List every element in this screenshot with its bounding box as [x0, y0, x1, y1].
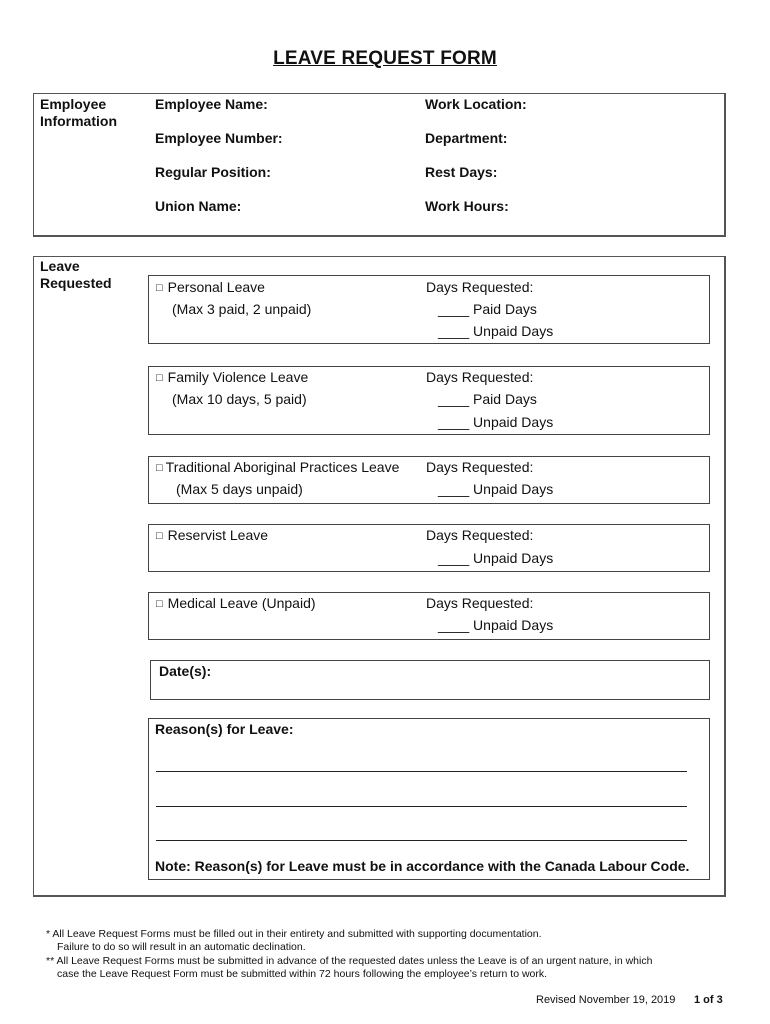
regular-position-field[interactable]: Regular Position:	[155, 164, 271, 180]
leave-option-traditional-aboriginal	[148, 456, 710, 504]
page-title: LEAVE REQUEST FORM	[273, 48, 497, 69]
personal-leave-checkbox[interactable]: □	[156, 282, 163, 294]
reservist-leave-label: Reservist Leave	[167, 527, 269, 543]
reservist-unpaid-days-blank[interactable]: ____	[438, 550, 470, 566]
personal-leave-label: Personal Leave	[167, 279, 265, 295]
employee-information-section	[33, 93, 726, 237]
department-field[interactable]: Department:	[425, 130, 508, 146]
reasons-note: Note: Reason(s) for Leave must be in accordance with the Canada Labour Code.	[155, 858, 690, 874]
reason-line-2[interactable]	[156, 806, 687, 807]
medical-unpaid-days-label: Unpaid Days	[473, 617, 554, 633]
employee-label-line1: Employee	[40, 96, 107, 112]
family-violence-paid-days-label: Paid Days	[473, 391, 537, 407]
traditional-unpaid-days-blank[interactable]: ____	[438, 481, 470, 497]
personal-unpaid-days-blank[interactable]: ____	[438, 323, 470, 339]
personal-paid-days-blank[interactable]: ____	[438, 301, 470, 317]
footnote-1-line-1: * All Leave Request Forms must be filled out in their entirety and submitted with supporting documentation.	[46, 928, 542, 940]
family-violence-leave-note: (Max 10 days, 5 paid)	[172, 391, 307, 407]
traditional-leave-label: Traditional Aboriginal Practices Leave	[165, 459, 400, 475]
work-location-field[interactable]: Work Location:	[425, 96, 527, 112]
reservist-unpaid-days-label: Unpaid Days	[473, 550, 554, 566]
family-violence-paid-days-blank[interactable]: ____	[438, 391, 470, 407]
page-number: 1 of 3	[694, 994, 723, 1006]
dates-field[interactable]	[150, 660, 710, 700]
family-violence-unpaid-days-label: Unpaid Days	[473, 414, 554, 430]
reason-line-1[interactable]	[156, 771, 687, 772]
reservist-days-requested-label: Days Requested:	[426, 527, 534, 543]
employee-label-line2: Information	[40, 113, 117, 129]
leave-label-line1: Leave	[40, 258, 80, 274]
traditional-leave-note: (Max 5 days unpaid)	[176, 481, 303, 497]
reasons-for-leave-box	[148, 718, 710, 880]
family-violence-days-requested-label: Days Requested:	[426, 369, 534, 385]
medical-leave-checkbox[interactable]: □	[156, 598, 163, 610]
personal-leave-note: (Max 3 paid, 2 unpaid)	[172, 301, 312, 317]
leave-option-medical	[148, 592, 710, 640]
family-violence-leave-label: Family Violence Leave	[167, 369, 309, 385]
employee-number-field[interactable]: Employee Number:	[155, 130, 283, 146]
footnote-1-line-2: Failure to do so will result in an automatic declination.	[57, 941, 306, 953]
revised-date: Revised November 19, 2019	[536, 994, 676, 1006]
medical-days-requested-label: Days Requested:	[426, 595, 534, 611]
medical-leave-label: Medical Leave (Unpaid)	[167, 595, 316, 611]
medical-unpaid-days-blank[interactable]: ____	[438, 617, 470, 633]
reason-line-3[interactable]	[156, 840, 687, 841]
traditional-unpaid-days-label: Unpaid Days	[473, 481, 554, 497]
employee-section-label	[40, 96, 117, 130]
personal-unpaid-days-label: Unpaid Days	[473, 323, 554, 339]
employee-name-field[interactable]: Employee Name:	[155, 96, 268, 112]
leave-option-family-violence	[148, 366, 710, 435]
footnote-2-line-1: ** All Leave Request Forms must be submitted in advance of the requested dates unless the Leave is of an urgent nature, in which	[46, 955, 653, 967]
union-name-field[interactable]: Union Name:	[155, 198, 242, 214]
personal-days-requested-label: Days Requested:	[426, 279, 534, 295]
leave-option-reservist	[148, 524, 710, 572]
dates-label: Date(s):	[159, 663, 212, 679]
leave-label-line2: Requested	[40, 275, 112, 291]
family-violence-unpaid-days-blank[interactable]: ____	[438, 414, 470, 430]
personal-paid-days-label: Paid Days	[473, 301, 537, 317]
reasons-label: Reason(s) for Leave:	[155, 721, 294, 737]
rest-days-field[interactable]: Rest Days:	[425, 164, 498, 180]
reservist-leave-checkbox[interactable]: □	[156, 530, 163, 542]
work-hours-field[interactable]: Work Hours:	[425, 198, 509, 214]
traditional-leave-checkbox[interactable]: □	[156, 462, 163, 474]
leave-option-personal	[148, 275, 710, 344]
traditional-days-requested-label: Days Requested:	[426, 459, 534, 475]
family-violence-leave-checkbox[interactable]: □	[156, 372, 163, 384]
footnote-2-line-2: case the Leave Request Form must be submitted within 72 hours following the employee’s return to work.	[57, 968, 548, 980]
leave-section-label	[40, 258, 112, 292]
